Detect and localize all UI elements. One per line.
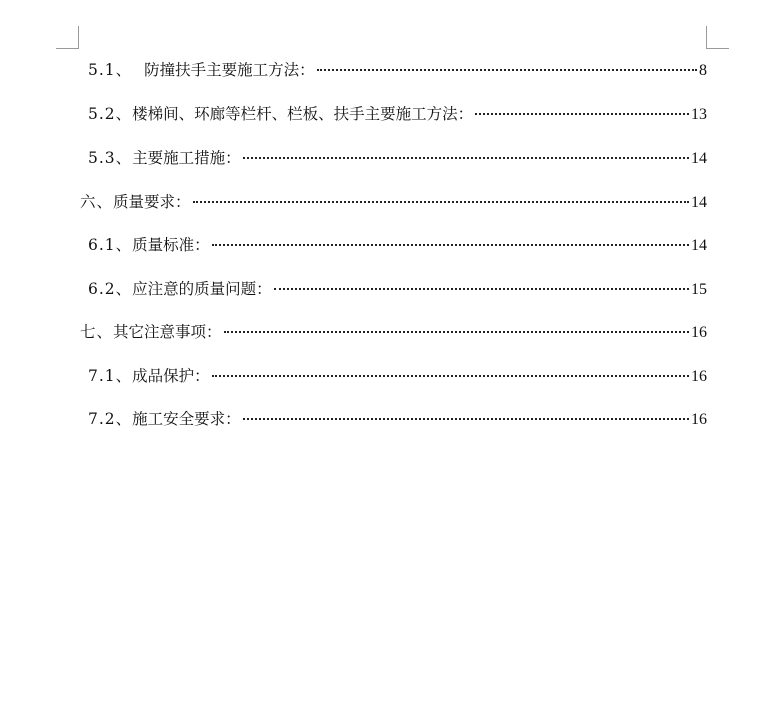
- toc-entry-title: 应注意的质量问题：: [132, 280, 272, 298]
- toc-entry-6[interactable]: [80, 190, 707, 214]
- toc-dot-leader: [317, 69, 697, 71]
- toc-entry-page: 16: [691, 324, 707, 341]
- toc-entry-page: 14: [691, 237, 707, 254]
- toc-entry-page: 14: [691, 194, 707, 211]
- toc-dot-leader: [274, 288, 689, 290]
- toc-entry-page: 13: [691, 106, 707, 123]
- toc-entry-title: 成品保护：: [132, 367, 210, 385]
- toc-dot-leader: [212, 244, 689, 246]
- toc-entry-page: 16: [691, 368, 707, 385]
- toc-entry-7-1[interactable]: [88, 364, 707, 388]
- toc-entry-page: 16: [691, 411, 707, 428]
- toc-entry-5-3[interactable]: [88, 146, 707, 170]
- toc-entry-title: 楼梯间、环廊等栏杆、栏板、扶手主要施工方法：: [132, 105, 474, 123]
- toc-dot-leader: [243, 157, 689, 159]
- toc-entry-page: 14: [691, 150, 707, 167]
- toc-entry-7[interactable]: [80, 320, 707, 344]
- toc-dot-leader: [212, 375, 689, 377]
- toc-entry-title: 其它注意事项：: [113, 323, 222, 341]
- toc-entry-number: 6.1、: [88, 236, 133, 254]
- toc-entry-number: 5.3、: [88, 149, 133, 167]
- toc-entry-page: 8: [699, 62, 707, 79]
- toc-entry-number: 5.2、: [88, 105, 133, 123]
- toc-entry-5-1[interactable]: [88, 58, 707, 82]
- toc-entry-number: 5.1、: [88, 61, 133, 79]
- toc-dot-leader: [224, 331, 689, 333]
- toc-entry-title: 主要施工措施：: [132, 149, 241, 167]
- toc-entry-title: 质量要求：: [113, 193, 191, 211]
- toc-dot-leader: [243, 418, 689, 420]
- page-corner-mark-top-left: [56, 26, 79, 49]
- toc-dot-leader: [193, 201, 689, 203]
- toc-entry-number: 7.2、: [88, 410, 133, 428]
- toc-entry-number: 6.2、: [88, 280, 133, 298]
- page-corner-mark-top-right: [706, 26, 729, 49]
- toc-entry-number: 7.1、: [88, 367, 133, 385]
- toc-entry-6-1[interactable]: [88, 233, 707, 257]
- toc-entry-6-2[interactable]: [88, 277, 707, 301]
- toc-entry-title: 防撞扶手主要施工方法：: [144, 61, 315, 79]
- toc-entry-7-2[interactable]: [88, 407, 707, 431]
- toc-entry-title: 质量标准：: [132, 236, 210, 254]
- toc-dot-leader: [475, 113, 689, 115]
- toc-entry-title: 施工安全要求：: [132, 410, 241, 428]
- toc-entry-page: 15: [691, 281, 707, 298]
- toc-entry-number: 七、: [80, 323, 114, 341]
- toc-entry-5-2[interactable]: [88, 102, 707, 126]
- toc-entry-number: 六、: [80, 193, 114, 211]
